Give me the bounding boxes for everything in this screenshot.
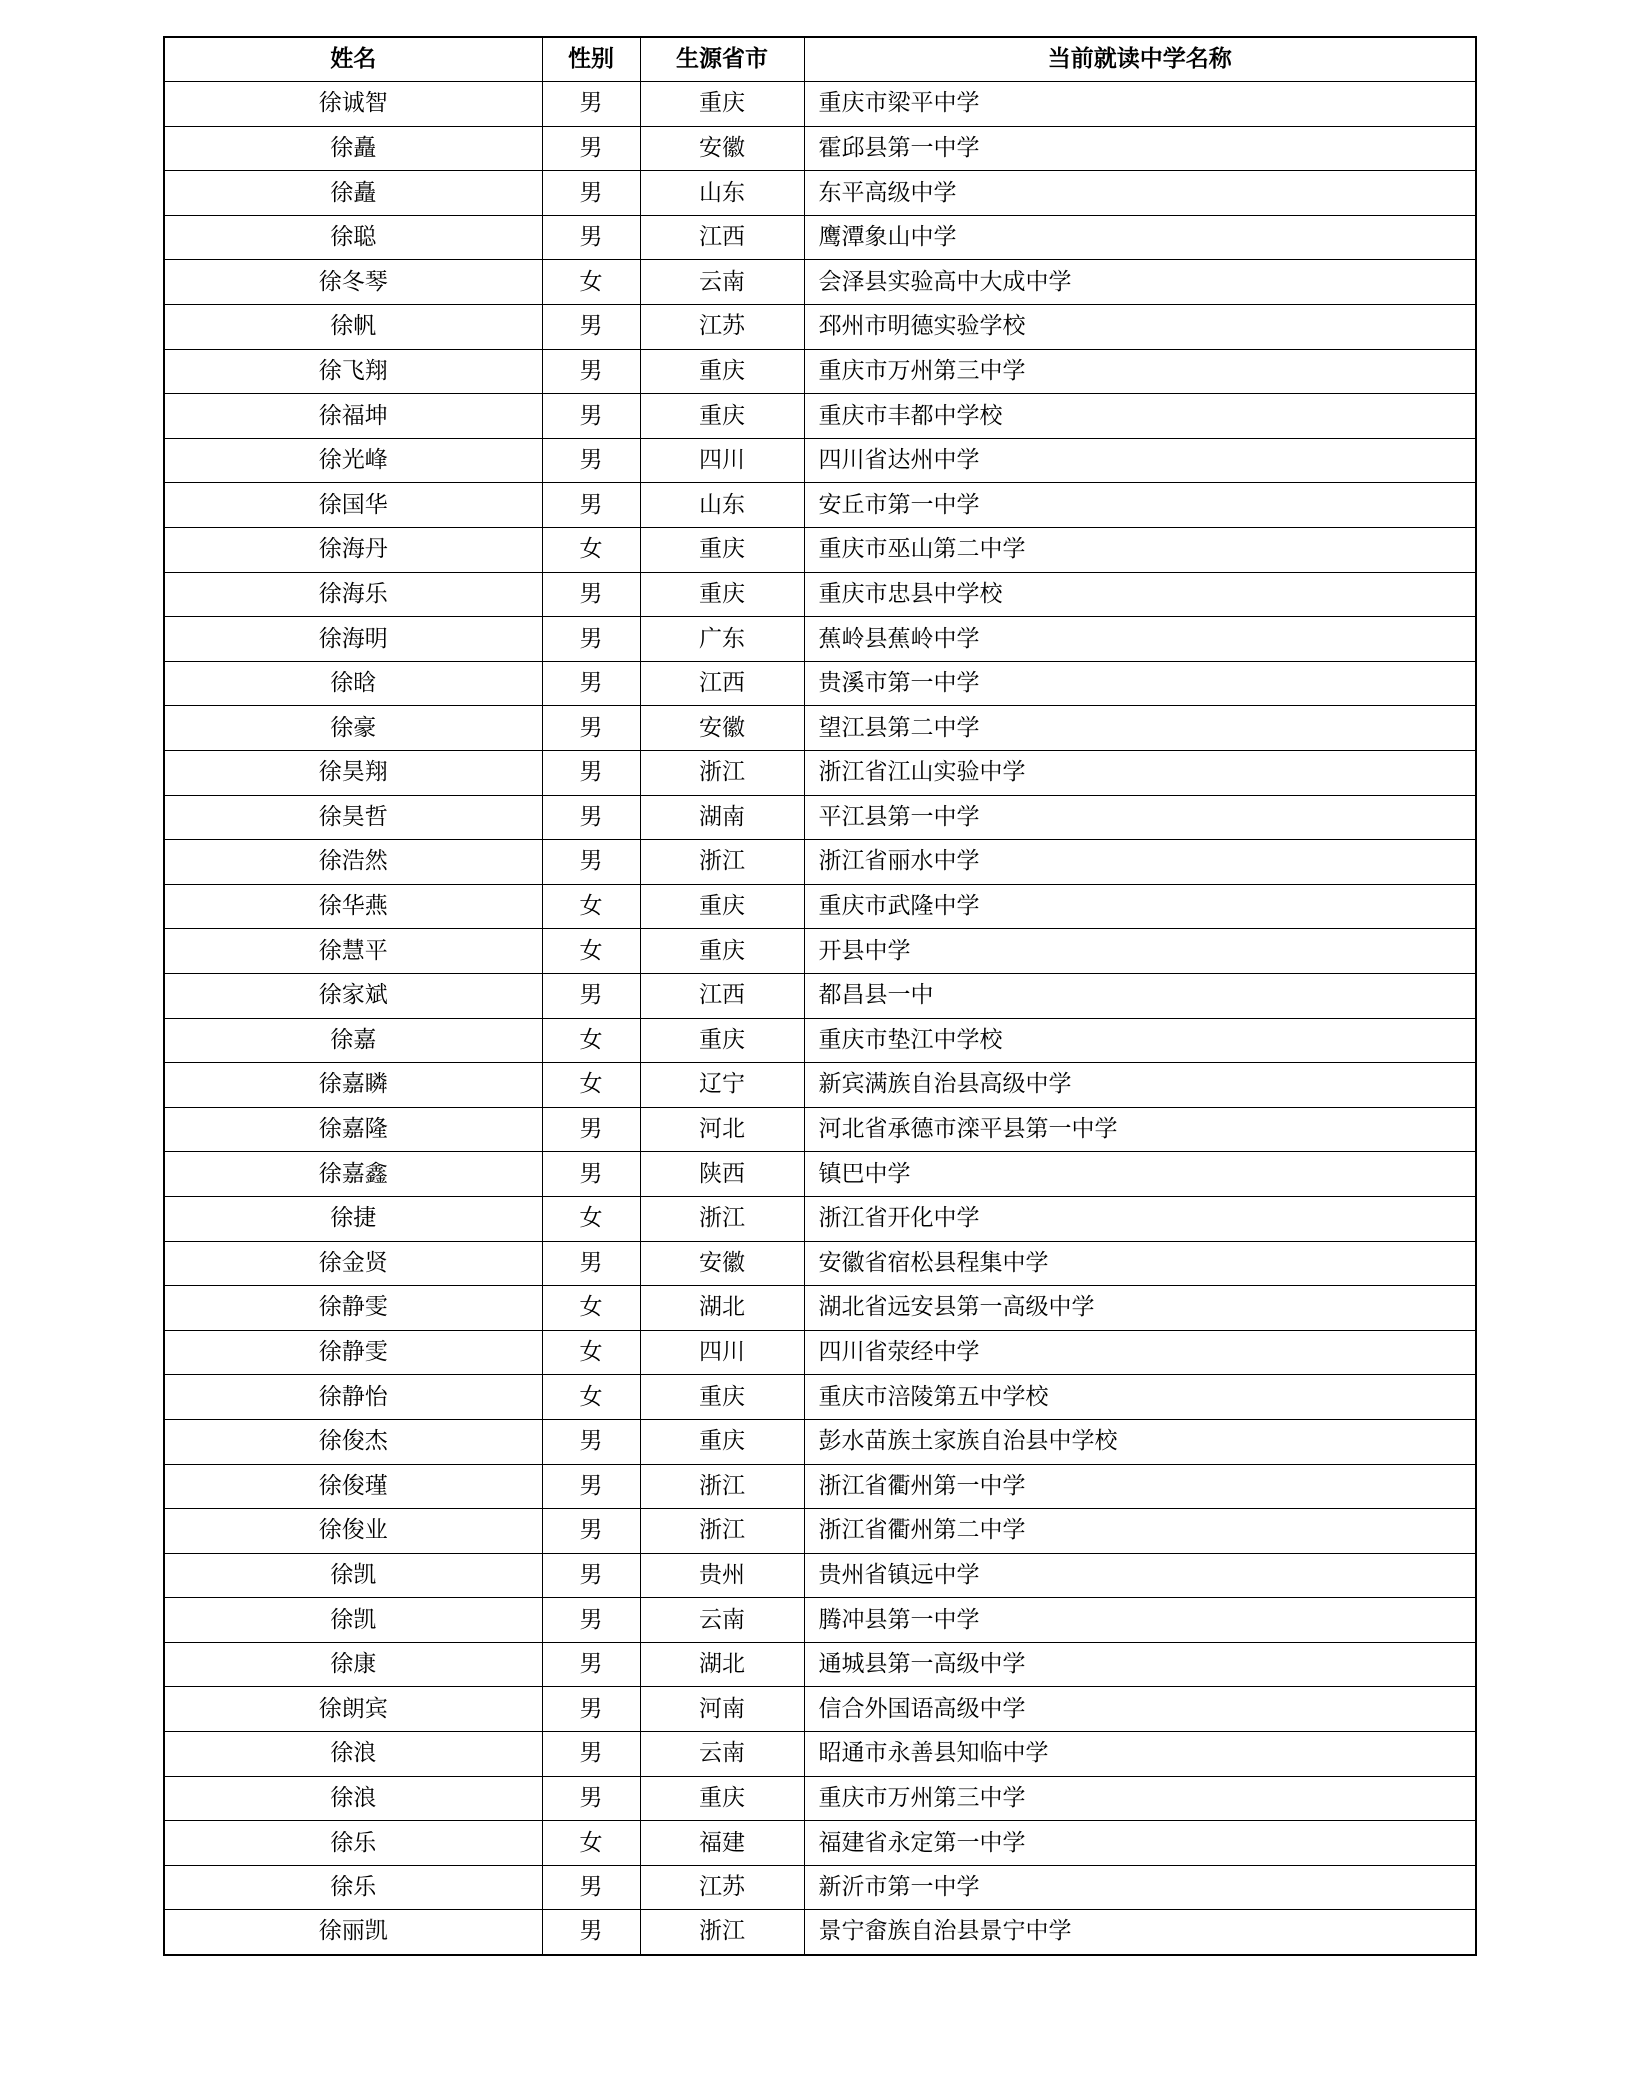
table-row xyxy=(164,126,1476,171)
cell-gender: 男 xyxy=(542,973,640,1018)
cell-gender: 男 xyxy=(542,171,640,216)
cell-name: 徐静雯 xyxy=(164,1286,542,1331)
cell-school: 浙江省衢州第二中学 xyxy=(804,1509,1476,1554)
cell-origin: 浙江 xyxy=(640,1464,804,1509)
cell-school: 新沂市第一中学 xyxy=(804,1865,1476,1910)
cell-gender: 男 xyxy=(542,751,640,796)
header-origin: 生源省市 xyxy=(640,37,804,82)
cell-gender: 女 xyxy=(542,1018,640,1063)
cell-origin: 湖北 xyxy=(640,1642,804,1687)
cell-origin: 辽宁 xyxy=(640,1063,804,1108)
table-row xyxy=(164,1241,1476,1286)
cell-origin: 重庆 xyxy=(640,929,804,974)
cell-name: 徐国华 xyxy=(164,483,542,528)
table-row xyxy=(164,305,1476,350)
cell-name: 徐冬琴 xyxy=(164,260,542,305)
cell-name: 徐聪 xyxy=(164,215,542,260)
cell-origin: 江苏 xyxy=(640,1865,804,1910)
cell-school: 浙江省开化中学 xyxy=(804,1196,1476,1241)
cell-origin: 重庆 xyxy=(640,884,804,929)
cell-school: 都昌县一中 xyxy=(804,973,1476,1018)
cell-school: 望江县第二中学 xyxy=(804,706,1476,751)
cell-school: 重庆市万州第三中学 xyxy=(804,349,1476,394)
cell-school: 重庆市巫山第二中学 xyxy=(804,528,1476,573)
cell-school: 福建省永定第一中学 xyxy=(804,1821,1476,1866)
header-name: 姓名 xyxy=(164,37,542,82)
cell-name: 徐凯 xyxy=(164,1598,542,1643)
cell-school: 重庆市涪陵第五中学校 xyxy=(804,1375,1476,1420)
cell-name: 徐嘉鑫 xyxy=(164,1152,542,1197)
cell-school: 河北省承德市滦平县第一中学 xyxy=(804,1107,1476,1152)
cell-gender: 男 xyxy=(542,483,640,528)
table-row xyxy=(164,1152,1476,1197)
cell-name: 徐昊翔 xyxy=(164,751,542,796)
cell-origin: 江西 xyxy=(640,973,804,1018)
table-row xyxy=(164,1687,1476,1732)
cell-gender: 男 xyxy=(542,661,640,706)
cell-name: 徐福坤 xyxy=(164,394,542,439)
cell-origin: 安徽 xyxy=(640,1241,804,1286)
cell-name: 徐朗宾 xyxy=(164,1687,542,1732)
table-row xyxy=(164,1063,1476,1108)
table-row xyxy=(164,706,1476,751)
table-row xyxy=(164,973,1476,1018)
cell-gender: 男 xyxy=(542,126,640,171)
cell-school: 重庆市丰都中学校 xyxy=(804,394,1476,439)
cell-gender: 男 xyxy=(542,1107,640,1152)
cell-gender: 男 xyxy=(542,305,640,350)
cell-origin: 浙江 xyxy=(640,751,804,796)
cell-name: 徐嘉 xyxy=(164,1018,542,1063)
cell-gender: 女 xyxy=(542,1196,640,1241)
cell-name: 徐海丹 xyxy=(164,528,542,573)
cell-origin: 江苏 xyxy=(640,305,804,350)
table-row xyxy=(164,1821,1476,1866)
cell-gender: 女 xyxy=(542,1063,640,1108)
table-row xyxy=(164,1776,1476,1821)
table-row xyxy=(164,840,1476,885)
cell-school: 浙江省丽水中学 xyxy=(804,840,1476,885)
cell-origin: 重庆 xyxy=(640,82,804,127)
cell-origin: 重庆 xyxy=(640,1419,804,1464)
cell-school: 四川省达州中学 xyxy=(804,438,1476,483)
cell-name: 徐昊哲 xyxy=(164,795,542,840)
table-row xyxy=(164,795,1476,840)
table-row xyxy=(164,1910,1476,1955)
cell-name: 徐乐 xyxy=(164,1821,542,1866)
cell-gender: 女 xyxy=(542,528,640,573)
table-row xyxy=(164,1375,1476,1420)
cell-origin: 山东 xyxy=(640,483,804,528)
cell-origin: 江西 xyxy=(640,661,804,706)
cell-school: 重庆市武隆中学 xyxy=(804,884,1476,929)
cell-gender: 女 xyxy=(542,884,640,929)
cell-gender: 女 xyxy=(542,1330,640,1375)
table-row xyxy=(164,349,1476,394)
cell-origin: 重庆 xyxy=(640,1018,804,1063)
header-gender: 性别 xyxy=(542,37,640,82)
cell-gender: 女 xyxy=(542,929,640,974)
cell-origin: 安徽 xyxy=(640,126,804,171)
cell-name: 徐浪 xyxy=(164,1732,542,1777)
cell-name: 徐家斌 xyxy=(164,973,542,1018)
roster-sheet xyxy=(163,36,1475,1956)
cell-origin: 重庆 xyxy=(640,349,804,394)
cell-origin: 重庆 xyxy=(640,528,804,573)
cell-gender: 男 xyxy=(542,1464,640,1509)
cell-school: 邳州市明德实验学校 xyxy=(804,305,1476,350)
cell-gender: 男 xyxy=(542,82,640,127)
cell-gender: 男 xyxy=(542,572,640,617)
cell-origin: 陕西 xyxy=(640,1152,804,1197)
header-school: 当前就读中学名称 xyxy=(804,37,1476,82)
cell-school: 景宁畲族自治县景宁中学 xyxy=(804,1910,1476,1955)
cell-school: 湖北省远安县第一高级中学 xyxy=(804,1286,1476,1331)
cell-name: 徐慧平 xyxy=(164,929,542,974)
table-row xyxy=(164,1196,1476,1241)
table-row xyxy=(164,483,1476,528)
table-row xyxy=(164,751,1476,796)
cell-origin: 福建 xyxy=(640,1821,804,1866)
cell-name: 徐俊杰 xyxy=(164,1419,542,1464)
cell-gender: 男 xyxy=(542,1419,640,1464)
cell-origin: 四川 xyxy=(640,1330,804,1375)
cell-school: 浙江省衢州第一中学 xyxy=(804,1464,1476,1509)
table-row xyxy=(164,260,1476,305)
cell-gender: 男 xyxy=(542,1509,640,1554)
cell-origin: 广东 xyxy=(640,617,804,662)
table-row xyxy=(164,1419,1476,1464)
cell-origin: 湖北 xyxy=(640,1286,804,1331)
cell-school: 霍邱县第一中学 xyxy=(804,126,1476,171)
cell-name: 徐康 xyxy=(164,1642,542,1687)
cell-origin: 浙江 xyxy=(640,1196,804,1241)
cell-gender: 男 xyxy=(542,617,640,662)
cell-origin: 四川 xyxy=(640,438,804,483)
table-row xyxy=(164,1865,1476,1910)
cell-gender: 女 xyxy=(542,1821,640,1866)
cell-school: 平江县第一中学 xyxy=(804,795,1476,840)
cell-name: 徐帆 xyxy=(164,305,542,350)
cell-gender: 男 xyxy=(542,1687,640,1732)
table-header xyxy=(164,37,1476,82)
table-row xyxy=(164,884,1476,929)
cell-gender: 男 xyxy=(542,1642,640,1687)
cell-origin: 重庆 xyxy=(640,1375,804,1420)
table-row xyxy=(164,215,1476,260)
cell-name: 徐俊瑾 xyxy=(164,1464,542,1509)
cell-origin: 安徽 xyxy=(640,706,804,751)
table-row xyxy=(164,1598,1476,1643)
cell-origin: 云南 xyxy=(640,1598,804,1643)
cell-name: 徐嘉隆 xyxy=(164,1107,542,1152)
cell-school: 蕉岭县蕉岭中学 xyxy=(804,617,1476,662)
cell-name: 徐金贤 xyxy=(164,1241,542,1286)
cell-gender: 男 xyxy=(542,215,640,260)
cell-school: 镇巴中学 xyxy=(804,1152,1476,1197)
cell-school: 重庆市万州第三中学 xyxy=(804,1776,1476,1821)
table-row xyxy=(164,1286,1476,1331)
cell-gender: 女 xyxy=(542,1375,640,1420)
table-row xyxy=(164,1330,1476,1375)
cell-name: 徐诚智 xyxy=(164,82,542,127)
cell-name: 徐飞翔 xyxy=(164,349,542,394)
cell-origin: 浙江 xyxy=(640,1910,804,1955)
cell-name: 徐海乐 xyxy=(164,572,542,617)
cell-origin: 云南 xyxy=(640,260,804,305)
cell-origin: 河北 xyxy=(640,1107,804,1152)
cell-name: 徐华燕 xyxy=(164,884,542,929)
cell-gender: 男 xyxy=(542,1865,640,1910)
cell-origin: 浙江 xyxy=(640,840,804,885)
cell-name: 徐丽凯 xyxy=(164,1910,542,1955)
table-row xyxy=(164,82,1476,127)
cell-school: 重庆市忠县中学校 xyxy=(804,572,1476,617)
cell-origin: 重庆 xyxy=(640,1776,804,1821)
cell-gender: 男 xyxy=(542,1241,640,1286)
header-row xyxy=(164,37,1476,82)
table-row xyxy=(164,394,1476,439)
cell-name: 徐静怡 xyxy=(164,1375,542,1420)
cell-name: 徐乐 xyxy=(164,1865,542,1910)
cell-gender: 男 xyxy=(542,1776,640,1821)
cell-name: 徐豪 xyxy=(164,706,542,751)
cell-gender: 男 xyxy=(542,706,640,751)
cell-school: 重庆市垫江中学校 xyxy=(804,1018,1476,1063)
cell-gender: 女 xyxy=(542,260,640,305)
cell-school: 彭水苗族土家族自治县中学校 xyxy=(804,1419,1476,1464)
cell-gender: 男 xyxy=(542,840,640,885)
cell-school: 贵溪市第一中学 xyxy=(804,661,1476,706)
table-row xyxy=(164,929,1476,974)
table-row xyxy=(164,1018,1476,1063)
cell-school: 腾冲县第一中学 xyxy=(804,1598,1476,1643)
cell-school: 通城县第一高级中学 xyxy=(804,1642,1476,1687)
table-row xyxy=(164,528,1476,573)
cell-origin: 山东 xyxy=(640,171,804,216)
cell-school: 安徽省宿松县程集中学 xyxy=(804,1241,1476,1286)
cell-name: 徐矗 xyxy=(164,126,542,171)
cell-name: 徐光峰 xyxy=(164,438,542,483)
cell-origin: 湖南 xyxy=(640,795,804,840)
table-row xyxy=(164,1464,1476,1509)
cell-school: 鹰潭象山中学 xyxy=(804,215,1476,260)
table-body xyxy=(164,82,1476,1955)
cell-school: 信合外国语高级中学 xyxy=(804,1687,1476,1732)
cell-gender: 男 xyxy=(542,1553,640,1598)
cell-school: 昭通市永善县知临中学 xyxy=(804,1732,1476,1777)
table-row xyxy=(164,661,1476,706)
cell-name: 徐海明 xyxy=(164,617,542,662)
cell-school: 东平高级中学 xyxy=(804,171,1476,216)
cell-school: 重庆市梁平中学 xyxy=(804,82,1476,127)
table-row xyxy=(164,617,1476,662)
table-row xyxy=(164,1107,1476,1152)
cell-name: 徐晗 xyxy=(164,661,542,706)
cell-school: 新宾满族自治县高级中学 xyxy=(804,1063,1476,1108)
cell-gender: 男 xyxy=(542,438,640,483)
cell-school: 贵州省镇远中学 xyxy=(804,1553,1476,1598)
cell-gender: 男 xyxy=(542,349,640,394)
table-row xyxy=(164,1732,1476,1777)
cell-gender: 男 xyxy=(542,1598,640,1643)
student-roster-table xyxy=(163,36,1477,1956)
cell-school: 会泽县实验高中大成中学 xyxy=(804,260,1476,305)
cell-name: 徐浪 xyxy=(164,1776,542,1821)
cell-name: 徐嘉瞵 xyxy=(164,1063,542,1108)
cell-origin: 贵州 xyxy=(640,1553,804,1598)
cell-gender: 男 xyxy=(542,795,640,840)
cell-school: 安丘市第一中学 xyxy=(804,483,1476,528)
table-row xyxy=(164,438,1476,483)
cell-origin: 重庆 xyxy=(640,394,804,439)
table-row xyxy=(164,1642,1476,1687)
cell-name: 徐俊业 xyxy=(164,1509,542,1554)
table-row xyxy=(164,171,1476,216)
cell-origin: 河南 xyxy=(640,1687,804,1732)
cell-gender: 女 xyxy=(542,1286,640,1331)
table-row xyxy=(164,1553,1476,1598)
cell-name: 徐凯 xyxy=(164,1553,542,1598)
table-row xyxy=(164,572,1476,617)
cell-gender: 男 xyxy=(542,1910,640,1955)
cell-school: 四川省荥经中学 xyxy=(804,1330,1476,1375)
cell-name: 徐捷 xyxy=(164,1196,542,1241)
cell-name: 徐矗 xyxy=(164,171,542,216)
cell-school: 开县中学 xyxy=(804,929,1476,974)
cell-gender: 男 xyxy=(542,394,640,439)
cell-gender: 男 xyxy=(542,1152,640,1197)
cell-gender: 男 xyxy=(542,1732,640,1777)
cell-origin: 浙江 xyxy=(640,1509,804,1554)
cell-origin: 重庆 xyxy=(640,572,804,617)
cell-name: 徐静雯 xyxy=(164,1330,542,1375)
cell-origin: 云南 xyxy=(640,1732,804,1777)
cell-origin: 江西 xyxy=(640,215,804,260)
cell-school: 浙江省江山实验中学 xyxy=(804,751,1476,796)
cell-name: 徐浩然 xyxy=(164,840,542,885)
table-row xyxy=(164,1509,1476,1554)
